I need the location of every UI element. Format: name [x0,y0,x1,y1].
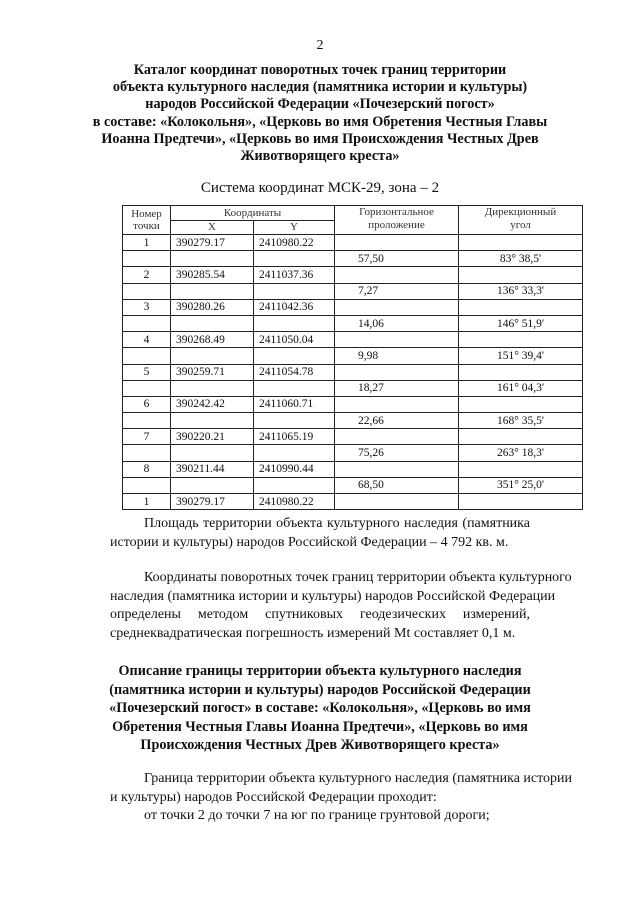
header-x: X [171,221,254,235]
title-line: объекта культурного наследия (памятника истории и культуры) [112,79,528,96]
heading-line: Обретения Честныя Главы Иоанна Предтечи», «Церковь во имя [112,718,528,735]
empty-cell [171,477,254,493]
segment-row [123,348,583,364]
segment-length: 14,06 [335,315,459,331]
point-x: 390242.42 [171,396,254,412]
word: объекта [276,516,323,531]
segment-length: 68,50 [335,477,459,493]
point-y: 2411065.19 [254,429,335,445]
segment-angle: 136° 33,3' [459,283,583,299]
header-length [335,206,459,235]
empty-cell [335,299,459,315]
header-number-line2: точки [133,220,160,232]
point-row [123,461,583,477]
empty-cell [335,332,459,348]
header-angle-line2: угол [510,218,531,231]
empty-cell [123,445,171,461]
point-x: 390220.21 [171,429,254,445]
empty-cell [335,461,459,477]
point-x: 390259.71 [171,364,254,380]
page-number: 2 [316,38,324,53]
point-y: 2410990.44 [254,461,335,477]
area-paragraph [110,515,530,552]
boundary-line: от точки 2 до точки 7 на юг по границе грунтовой дороги; [144,808,490,824]
empty-cell [335,267,459,283]
word: территории [203,516,272,531]
point-number: 1 [123,235,171,251]
point-y: 2411060.71 [254,396,335,412]
segment-angle: 146° 51,9' [459,315,583,331]
segment-row [123,315,583,331]
empty-cell [171,315,254,331]
empty-cell [123,413,171,429]
empty-cell [459,494,583,510]
empty-cell [459,267,583,283]
empty-cell [254,315,335,331]
header-number [123,206,171,235]
empty-cell [254,477,335,493]
heading-line: «Почезерский погост» в составе: «Колокольня», «Церковь во имя [109,700,531,717]
word: культурного [326,516,400,531]
title-line: Животворящего креста» [240,148,400,165]
segment-row [123,380,583,396]
empty-cell [459,396,583,412]
title-line: Иоанна Предтечи», «Церковь во имя Происхождения Честных Древ [101,130,539,147]
description-heading [80,662,560,755]
point-number: 8 [123,461,171,477]
word: спутниковых [265,607,344,623]
point-number: 3 [123,299,171,315]
point-number: 7 [123,429,171,445]
method-paragraph [110,569,572,643]
heading-line: Описание границы территории объекта культурного наследия [118,663,522,679]
method-line [110,606,530,625]
point-number: 1 [123,494,171,510]
point-x: 390285.54 [171,267,254,283]
empty-cell [254,380,335,396]
header-coords: Координаты [171,206,335,221]
heading-line: Происхождения Честных Древ Животворящего креста» [140,737,500,754]
point-y: 2411054.78 [254,364,335,380]
empty-cell [123,283,171,299]
point-x: 390279.17 [171,235,254,251]
empty-cell [171,445,254,461]
segment-length: 75,26 [335,445,459,461]
point-row [123,494,583,510]
empty-cell [254,251,335,267]
empty-cell [335,396,459,412]
word: Площадь [144,516,199,531]
title-line: в составе: «Колокольня», «Церковь во имя Обретения Честныя Главы [92,113,548,130]
segment-row [123,251,583,267]
empty-cell [335,429,459,445]
empty-cell [171,251,254,267]
heading-line: (памятника истории и культуры) народов Российской Федерации [109,681,531,698]
segment-angle: 263° 18,3' [459,445,583,461]
empty-cell [459,332,583,348]
coordinates-table [122,205,583,510]
point-y: 2411037.36 [254,267,335,283]
segment-length: 22,66 [335,413,459,429]
boundary-paragraph [110,770,573,826]
boundary-line: Граница территории объекта культурного наследия (памятника истории [144,771,573,786]
segment-length: 18,27 [335,380,459,396]
empty-cell [459,364,583,380]
empty-cell [171,380,254,396]
empty-cell [171,283,254,299]
empty-cell [123,251,171,267]
catalog-title [60,62,580,165]
point-number: 2 [123,267,171,283]
segment-row [123,477,583,493]
title-line: народов Российской Федерации «Почезерский погост» [145,96,495,113]
word: методом [197,607,249,623]
point-row [123,267,583,283]
segment-angle: 83° 38,5' [459,251,583,267]
point-x: 390211.44 [171,461,254,477]
header-y: Y [254,221,335,235]
empty-cell [335,494,459,510]
point-y: 2411042.36 [254,299,335,315]
point-y: 2410980.22 [254,494,335,510]
coordinate-system: Система координат МСК-29, зона – 2 [200,180,440,196]
point-row [123,235,583,251]
table-body [123,235,583,510]
empty-cell [123,348,171,364]
header-length-line1: Горизонтальное [359,206,434,218]
method-line: Координаты поворотных точек границ территории объекта культурного [144,570,572,585]
point-row [123,332,583,348]
point-number: 4 [123,332,171,348]
segment-row [123,413,583,429]
table-header-row [123,206,583,221]
point-number: 6 [123,396,171,412]
segment-row [123,445,583,461]
header-angle-line1: Дирекционный [484,206,557,218]
point-row [123,364,583,380]
empty-cell [123,477,171,493]
segment-angle: 168° 35,5' [459,413,583,429]
empty-cell [171,348,254,364]
empty-cell [254,445,335,461]
point-row [123,429,583,445]
empty-cell [171,413,254,429]
header-length-line2: проложение [368,218,425,231]
point-x: 390268.49 [171,332,254,348]
empty-cell [459,299,583,315]
boundary-line: и культуры) народов Российской Федерации проходит: [110,789,437,805]
empty-cell [123,315,171,331]
word: наследия [404,516,458,531]
empty-cell [254,413,335,429]
empty-cell [123,380,171,396]
point-row [123,396,583,412]
empty-cell [254,283,335,299]
point-x: 390280.26 [171,299,254,315]
header-angle [459,206,583,235]
empty-cell [459,461,583,477]
word: геодезических [359,607,446,623]
empty-cell [459,235,583,251]
title-line: Каталог координат поворотных точек границ территории [133,62,507,78]
empty-cell [335,235,459,251]
word: определены [110,607,181,623]
area-line [110,515,530,534]
segment-angle: 151° 39,4' [459,348,583,364]
point-y: 2410980.22 [254,235,335,251]
segment-length: 57,50 [335,251,459,267]
segment-length: 7,27 [335,283,459,299]
point-y: 2411050.04 [254,332,335,348]
method-line: среднеквадратическая погрешность измерений Mt составляет 0,1 м. [110,625,516,641]
point-row [123,299,583,315]
header-number-line1: Номер [131,207,162,220]
empty-cell [335,364,459,380]
word: (памятника [462,516,530,531]
empty-cell [254,348,335,364]
point-number: 5 [123,364,171,380]
segment-row [123,283,583,299]
empty-cell [459,429,583,445]
segment-length: 9,98 [335,348,459,364]
method-line: наследия (памятника истории и культуры) народов Российской Федерации [110,588,556,604]
area-line: истории и культуры) народов Российской Федерации – 4 792 кв. м. [110,534,509,550]
segment-angle: 351° 25,0' [459,477,583,493]
point-x: 390279.17 [171,494,254,510]
word: измерений, [462,607,530,623]
segment-angle: 161° 04,3' [459,380,583,396]
